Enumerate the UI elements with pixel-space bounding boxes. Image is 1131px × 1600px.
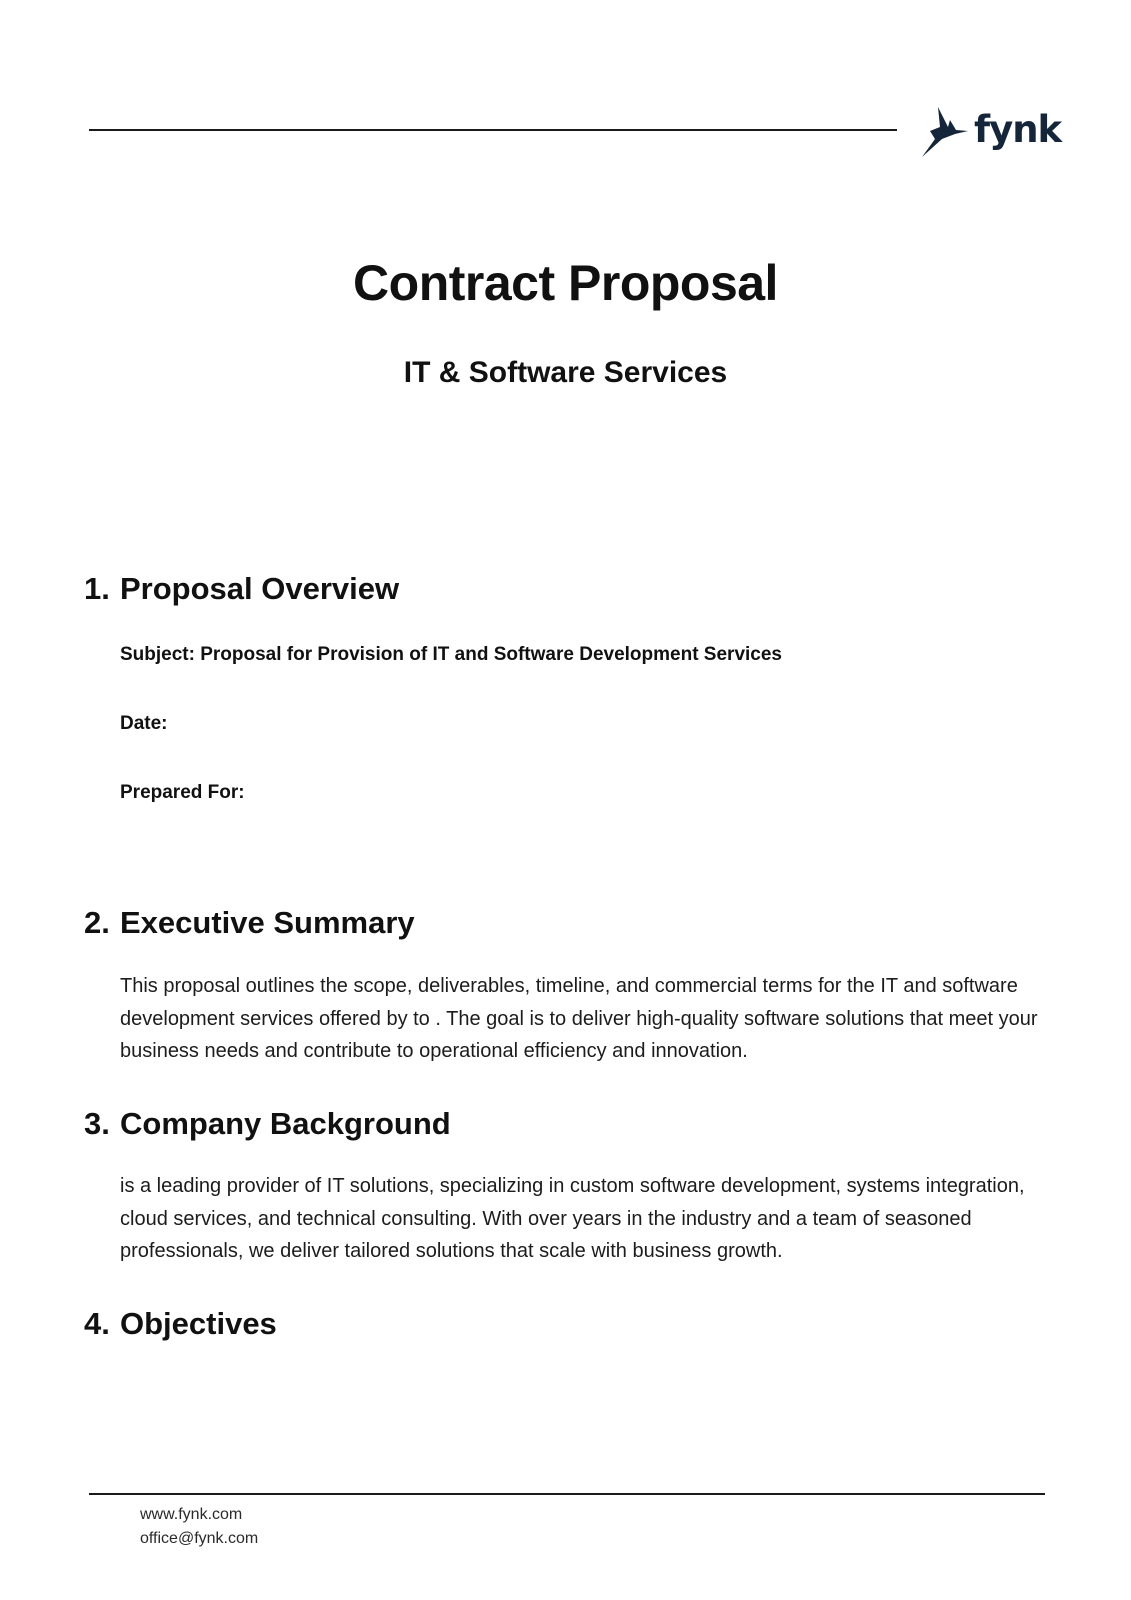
brand-logo	[920, 104, 1061, 160]
header-divider	[89, 129, 897, 131]
prepared-for-field: Prepared For:	[120, 782, 245, 803]
footer-divider	[89, 1493, 1045, 1495]
section-title: Objectives	[120, 1306, 277, 1341]
section-heading-proposal-overview	[84, 571, 399, 607]
subject-field: Subject: Proposal for Provision of IT and Software Development Services	[120, 644, 782, 665]
section-number: 3.	[84, 1106, 110, 1141]
footer-email-link[interactable]: office@fynk.com	[140, 1530, 259, 1547]
section-title: Proposal Overview	[120, 571, 400, 606]
section-number: 1.	[84, 571, 110, 606]
document-title: Contract Proposal	[353, 255, 778, 311]
document-subtitle: IT & Software Services	[403, 356, 728, 389]
section-heading-objectives	[84, 1306, 277, 1342]
bird-icon	[920, 105, 970, 159]
section-heading-executive-summary	[84, 905, 415, 941]
section-title: Executive Summary	[120, 905, 415, 940]
section-heading-company-background	[84, 1106, 451, 1142]
executive-summary-text: This proposal outlines the scope, deliverables, timeline, and commercial terms for the IT and software development services offered by to . The goal is to deliver high-quality software solutions that meet your business needs and contribute to operational efficiency and innovation.	[120, 975, 1038, 1062]
section-number: 4.	[84, 1306, 110, 1341]
footer-website-link[interactable]: www.fynk.com	[140, 1506, 243, 1523]
section-title: Company Background	[120, 1106, 451, 1141]
logo-text: fynk	[974, 107, 1062, 151]
date-field: Date:	[120, 713, 168, 734]
company-background-text: is a leading provider of IT solutions, specializing in custom software development, systems integration, cloud services, and technical consulting. With over years in the industry and a team of seasoned professionals, we deliver tailored solutions that scale with business growth.	[120, 1175, 1025, 1262]
section-number: 2.	[84, 905, 110, 940]
